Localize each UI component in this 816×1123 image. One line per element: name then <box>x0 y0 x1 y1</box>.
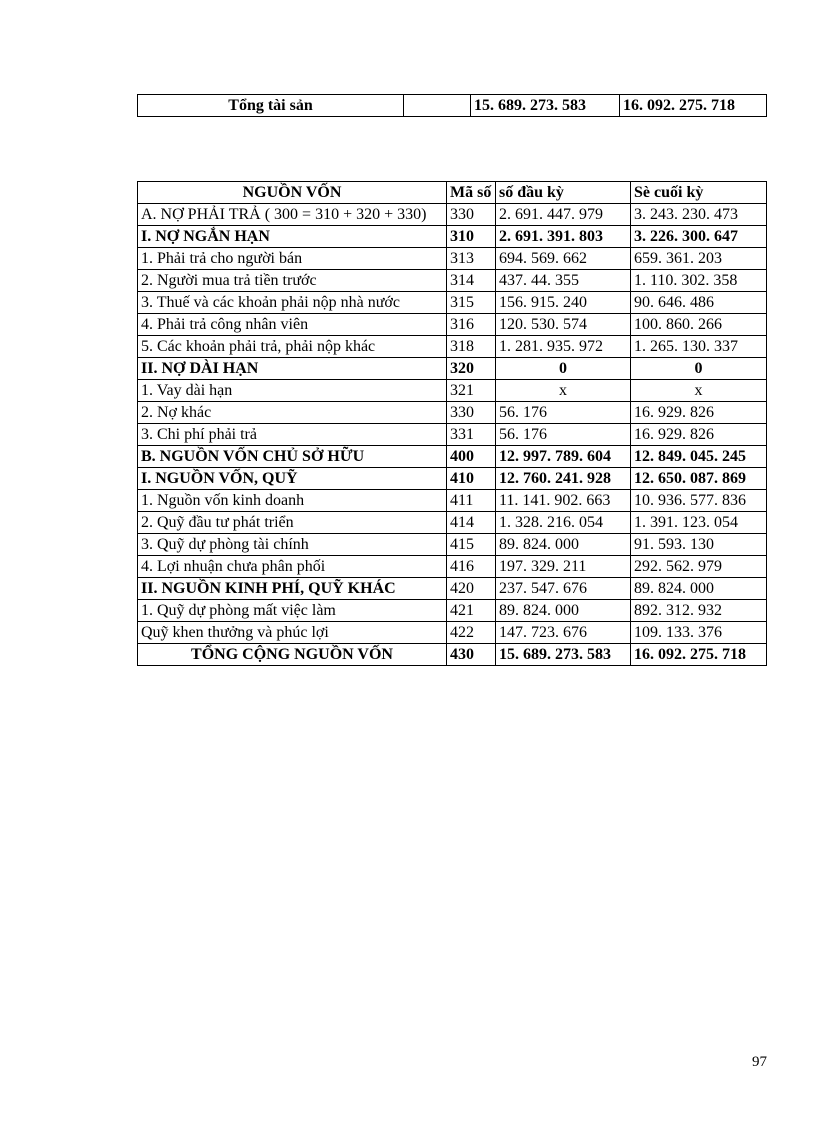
row-name: I. NGUỒN VỐN, QUỸ <box>138 468 447 490</box>
table-row <box>138 512 767 534</box>
row-opening: 237. 547. 676 <box>496 578 631 600</box>
row-name: 4. Lợi nhuận chưa phân phối <box>138 556 447 578</box>
row-code: 400 <box>447 446 496 468</box>
row-closing: 89. 824. 000 <box>631 578 767 600</box>
row-closing: 16. 929. 826 <box>631 424 767 446</box>
row-code: 318 <box>447 336 496 358</box>
row-name: I. NỢ NGẮN HẠN <box>138 226 447 248</box>
row-opening: 0 <box>496 358 631 380</box>
row-code: 330 <box>447 402 496 424</box>
row-opening: 1. 281. 935. 972 <box>496 336 631 358</box>
row-name: II. NGUỒN KINH PHÍ, QUỸ KHÁC <box>138 578 447 600</box>
total-assets-code <box>404 95 471 117</box>
row-name: 2. Quỹ đầu tư phát triển <box>138 512 447 534</box>
header-opening: số đầu kỳ <box>496 182 631 204</box>
capital-sources-table <box>137 181 767 666</box>
table-row <box>138 402 767 424</box>
row-code: 421 <box>447 600 496 622</box>
header-name: NGUỒN VỐN <box>138 182 447 204</box>
row-code: 414 <box>447 512 496 534</box>
table-body <box>138 204 767 666</box>
row-name: 1. Nguồn vốn kinh doanh <box>138 490 447 512</box>
total-assets-opening: 15. 689. 273. 583 <box>471 95 620 117</box>
row-code: 315 <box>447 292 496 314</box>
row-opening: 156. 915. 240 <box>496 292 631 314</box>
table-row <box>138 380 767 402</box>
table-row <box>138 248 767 270</box>
page-number: 97 <box>752 1054 767 1070</box>
row-closing: 90. 646. 486 <box>631 292 767 314</box>
total-assets-closing: 16. 092. 275. 718 <box>620 95 767 117</box>
row-code: 411 <box>447 490 496 512</box>
table-row <box>138 578 767 600</box>
table-row <box>138 644 767 666</box>
table-row <box>138 556 767 578</box>
row-name: 1. Quỹ dự phòng mất việc làm <box>138 600 447 622</box>
row-closing: 91. 593. 130 <box>631 534 767 556</box>
row-opening: 11. 141. 902. 663 <box>496 490 631 512</box>
row-closing: 892. 312. 932 <box>631 600 767 622</box>
table-row <box>138 446 767 468</box>
row-closing: 292. 562. 979 <box>631 556 767 578</box>
total-assets-table <box>137 94 767 117</box>
row-code: 313 <box>447 248 496 270</box>
table-row <box>138 270 767 292</box>
table-row <box>138 226 767 248</box>
table-row <box>138 600 767 622</box>
row-closing: 3. 226. 300. 647 <box>631 226 767 248</box>
row-opening: 437. 44. 355 <box>496 270 631 292</box>
row-name: II. NỢ DÀI HẠN <box>138 358 447 380</box>
header-closing: Sè cuối kỳ <box>631 182 767 204</box>
table-row <box>138 424 767 446</box>
row-opening: 2. 691. 447. 979 <box>496 204 631 226</box>
row-closing: 12. 650. 087. 869 <box>631 468 767 490</box>
row-opening: 120. 530. 574 <box>496 314 631 336</box>
row-code: 316 <box>447 314 496 336</box>
row-opening: 12. 997. 789. 604 <box>496 446 631 468</box>
row-closing: 659. 361. 203 <box>631 248 767 270</box>
row-code: 420 <box>447 578 496 600</box>
row-opening: 147. 723. 676 <box>496 622 631 644</box>
row-closing: 16. 929. 826 <box>631 402 767 424</box>
table-row <box>138 336 767 358</box>
row-opening: 56. 176 <box>496 424 631 446</box>
row-closing: 3. 243. 230. 473 <box>631 204 767 226</box>
row-closing: 16. 092. 275. 718 <box>631 644 767 666</box>
table-row <box>138 468 767 490</box>
row-closing: 1. 391. 123. 054 <box>631 512 767 534</box>
table-row <box>138 358 767 380</box>
row-name: 5. Các khoản phải trả, phải nộp khác <box>138 336 447 358</box>
row-name: B. NGUỒN VỐN CHỦ SỞ HỮU <box>138 446 447 468</box>
total-assets-row <box>138 95 767 117</box>
row-name: 1. Phải trả cho người bán <box>138 248 447 270</box>
row-opening: 197. 329. 211 <box>496 556 631 578</box>
row-closing: 12. 849. 045. 245 <box>631 446 767 468</box>
row-opening: 1. 328. 216. 054 <box>496 512 631 534</box>
table-row <box>138 622 767 644</box>
row-closing: 1. 110. 302. 358 <box>631 270 767 292</box>
row-code: 320 <box>447 358 496 380</box>
table-row <box>138 204 767 226</box>
row-code: 331 <box>447 424 496 446</box>
total-assets-label: Tổng tài sản <box>138 95 404 117</box>
row-name: 3. Quỹ dự phòng tài chính <box>138 534 447 556</box>
table-row <box>138 292 767 314</box>
header-code: Mã số <box>447 182 496 204</box>
table-row <box>138 534 767 556</box>
row-name: 3. Thuế và các khoản phải nộp nhà nước <box>138 292 447 314</box>
row-code: 321 <box>447 380 496 402</box>
row-name: Quỹ khen thưởng và phúc lợi <box>138 622 447 644</box>
row-name: TỔNG CỘNG NGUỒN VỐN <box>138 644 447 666</box>
row-code: 410 <box>447 468 496 490</box>
table-row <box>138 314 767 336</box>
row-closing: 10. 936. 577. 836 <box>631 490 767 512</box>
row-code: 310 <box>447 226 496 248</box>
row-code: 422 <box>447 622 496 644</box>
row-name: A. NỢ PHẢI TRẢ ( 300 = 310 + 320 + 330) <box>138 204 447 226</box>
row-name: 2. Người mua trả tiền trước <box>138 270 447 292</box>
row-opening: 89. 824. 000 <box>496 534 631 556</box>
row-opening: 15. 689. 273. 583 <box>496 644 631 666</box>
row-opening: 2. 691. 391. 803 <box>496 226 631 248</box>
row-name: 1. Vay dài hạn <box>138 380 447 402</box>
row-opening: 89. 824. 000 <box>496 600 631 622</box>
row-opening: 694. 569. 662 <box>496 248 631 270</box>
row-closing: 0 <box>631 358 767 380</box>
row-closing: 1. 265. 130. 337 <box>631 336 767 358</box>
row-code: 330 <box>447 204 496 226</box>
row-code: 415 <box>447 534 496 556</box>
row-code: 416 <box>447 556 496 578</box>
table-row <box>138 490 767 512</box>
row-opening: x <box>496 380 631 402</box>
row-code: 430 <box>447 644 496 666</box>
row-name: 3. Chi phí phải trả <box>138 424 447 446</box>
row-name: 2. Nợ khác <box>138 402 447 424</box>
row-closing: x <box>631 380 767 402</box>
row-closing: 109. 133. 376 <box>631 622 767 644</box>
row-opening: 12. 760. 241. 928 <box>496 468 631 490</box>
row-closing: 100. 860. 266 <box>631 314 767 336</box>
row-code: 314 <box>447 270 496 292</box>
table-header-row <box>138 182 767 204</box>
row-name: 4. Phải trả công nhân viên <box>138 314 447 336</box>
row-opening: 56. 176 <box>496 402 631 424</box>
